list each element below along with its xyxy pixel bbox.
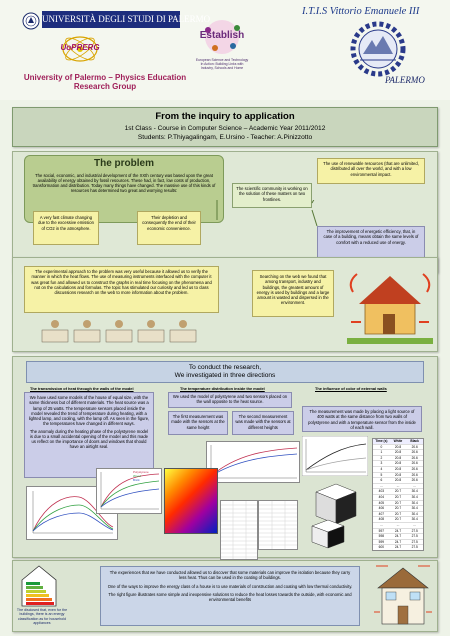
- table-row: [373, 477, 423, 483]
- approach-text: The experimental approach to the problem was very useful because it allowed us to verify the manner in which the heat flows. The use of measuring instruments interfaced with the computer it was great fun and allowed us to construct the graphs in real time focusing on the phenomena and not on the calculations and formulas. The topic has stimulated our curiosity and led us to class discussions research on the web to more information about the problem.: [24, 266, 219, 313]
- students-line: Students: P.Thiyagalingam, E.Ursino - Teacher: A.Pinizzotto: [137, 134, 313, 142]
- table-cell: 27.5: [411, 534, 418, 539]
- table-cell: ...: [396, 522, 400, 527]
- uoprerg-label: UoPRERG: [60, 43, 100, 52]
- table-cell: 3: [380, 461, 383, 466]
- table-cell: 20.7: [394, 506, 402, 511]
- table-cell: 30.4: [411, 494, 418, 499]
- energy-class-icon: [18, 562, 60, 608]
- group-name: [20, 73, 190, 91]
- table-cell: ...: [380, 483, 383, 488]
- table-cell: 24.7: [394, 534, 402, 539]
- table-cell: 20.6: [411, 455, 418, 460]
- anomaly-text: The anomaly during the heating phase of the polystyrene model is due to a small accidental opening of the model and this made us reflect on the importance of doors and windows that should have an airtight seal.: [29, 428, 149, 450]
- poster-title: From the inquiry to application: [155, 111, 295, 122]
- table-row: [373, 539, 423, 545]
- table-cell: 30.4: [411, 500, 418, 505]
- table-cell: 20.6: [411, 444, 418, 449]
- establish-label: Establish: [199, 30, 245, 41]
- table-cell: 20.8: [394, 450, 402, 455]
- models-text: We have used some models of the house of equal size, with the same thickness but of different materials. The heat source was a lamp of 25 watts. The temperature sensors placed inside the model revealed the trend of temperature during heating, with a lighted lamp, and cooling, with the lamp off. As seen in the figure, the temperatures have changed in different ways.: [28, 395, 150, 427]
- table-row: [373, 522, 423, 528]
- conclusion-box: [100, 566, 360, 626]
- table-row: [373, 511, 423, 517]
- models-box: [24, 392, 154, 478]
- table-cell: 600: [378, 545, 384, 550]
- table-cell: 20.7: [394, 517, 402, 522]
- unipa-banner: [42, 11, 211, 28]
- header-time: Time (s): [375, 439, 388, 443]
- students-illustration: [40, 316, 200, 346]
- table-cell: ...: [380, 522, 383, 527]
- thermal-image: [164, 468, 218, 534]
- table-cell: 0: [380, 444, 383, 449]
- header: [0, 0, 450, 100]
- sensor-table-left: [220, 500, 258, 560]
- direction-2: The temperature distribution inside the model: [180, 386, 265, 391]
- direction-1: The transmission of heat through the walls of the model: [30, 386, 134, 391]
- research-intro-1: To conduct the research,: [188, 364, 262, 371]
- renewable-box: The use of renewable resources (that are unlimited, distributed all over the world, and with a low environmental impact.: [317, 158, 425, 184]
- table-cell: 20.8: [394, 478, 402, 483]
- color-test-box: The measurement was made by placing a light source of 400 watts at the same distance from two walls of polystyrene and with a temperature sensor from the inside of each wall.: [302, 406, 422, 432]
- table-cell: 20.8: [394, 455, 402, 460]
- uoprerg-logo: [58, 33, 102, 69]
- unipa-title: UNIVERSITÀ DEGLI STUDI DI PALERMO: [42, 14, 211, 24]
- table-cell: 30.4: [411, 489, 418, 494]
- table-cell: 30.4: [411, 517, 418, 522]
- first-measure-box: The first measurement was made with the sensors at the same height: [168, 411, 228, 435]
- table-cell: 20.6: [411, 478, 418, 483]
- table-cell: 20.8: [394, 444, 402, 449]
- table-row: [373, 472, 423, 478]
- table-cell: 597: [378, 528, 384, 533]
- gear-icon: [345, 20, 411, 78]
- table-cell: 20.8: [394, 461, 402, 466]
- table-cell: 404: [378, 494, 384, 499]
- table-cell: 403: [378, 489, 384, 494]
- climate-box: A very fast climate changing due to the excessive emission of CO2 in the atmosphere.: [33, 211, 99, 245]
- table-cell: 20.8: [394, 472, 402, 477]
- legend-polystyrene: Polystyrene: [133, 470, 149, 474]
- table-cell: 24.7: [394, 528, 402, 533]
- conclusion-p3: The right figure illustrates some simple and inexpensive solutions to reduce the heat losses towards the outside, with economic and environmental benefits: [108, 591, 352, 602]
- color-table: [372, 438, 424, 551]
- problem-arrows: [95, 200, 325, 260]
- color-chart: [302, 436, 368, 476]
- chart-legend: [133, 471, 149, 483]
- table-cell: 30.4: [411, 511, 418, 516]
- sensor-table-right: [258, 500, 298, 550]
- table-row: [373, 488, 423, 494]
- table-row: [373, 483, 423, 489]
- table-cell: 20.7: [394, 511, 402, 516]
- establish-caption: European Science and Technology In Action: Building Links with Industry, Schools and Home: [195, 58, 249, 71]
- legend-wood: Wood: [133, 473, 141, 478]
- color-table-header: [373, 439, 423, 444]
- table-cell: 408: [378, 517, 384, 522]
- sensors-box: We used the model of polystyrene and two sensors placed on the wall opposite to the heat source.: [168, 392, 292, 408]
- table-row: [373, 460, 423, 466]
- table-cell: 407: [378, 511, 384, 516]
- header-black: Black: [410, 439, 419, 443]
- color-table-body: [373, 444, 423, 550]
- school-city: PALERMO: [385, 75, 425, 85]
- header-white: White: [393, 439, 403, 443]
- table-row: [373, 516, 423, 522]
- group-line-1: University of Palermo – Physics Education: [23, 73, 187, 82]
- depletion-box: Their depletion and consequently the end of their economic convenience.: [137, 211, 201, 245]
- table-cell: 30.4: [411, 506, 418, 511]
- table-cell: 1: [380, 450, 383, 455]
- searching-box: Searching on the web we found that among transport, industry and buildings, the greatest amount of energy is used by buildings and a large amount is wasted and dispersed in the environment.: [252, 270, 334, 317]
- efficiency-box: The improvement of energetic efficiency, that, in case of a building, means obtain the same levels of comfort with a reduced use of energy.: [317, 226, 425, 258]
- legend-brick: Brick: [133, 477, 140, 482]
- table-cell: 24.7: [394, 539, 402, 544]
- table-cell: 27.5: [411, 539, 418, 544]
- table-cell: 4: [380, 466, 383, 471]
- table-cell: 27.5: [411, 545, 418, 550]
- table-cell: 20.7: [394, 494, 402, 499]
- table-cell: 598: [378, 534, 384, 539]
- table-cell: ...: [413, 522, 417, 527]
- table-cell: 2: [380, 455, 383, 460]
- community-box: The scientific community is working on the solution of these matters on two frontlines.: [232, 183, 312, 208]
- table-cell: 20.7: [394, 489, 402, 494]
- direction-3: The influence of color of external walls: [315, 386, 387, 391]
- table-cell: 20.6: [411, 461, 418, 466]
- school-title: I.T.I.S Vittorio Emanuele III: [302, 6, 420, 17]
- table-row: [373, 444, 423, 450]
- energy-caption: The disclosed that, even for the buildings, there is an energy classification as for household appliances: [16, 608, 68, 625]
- table-cell: 20.6: [411, 472, 418, 477]
- table-row: [373, 466, 423, 472]
- table-cell: 599: [378, 539, 384, 544]
- table-cell: ...: [396, 483, 400, 488]
- table-row: [373, 455, 423, 461]
- table-row: [373, 533, 423, 539]
- title-block: [12, 107, 438, 147]
- table-cell: 20.6: [411, 450, 418, 455]
- establish-logo: [193, 18, 251, 88]
- research-intro: [26, 361, 424, 383]
- group-line-2: Research Group: [73, 82, 137, 92]
- unipa-seal-icon: [22, 11, 40, 31]
- table-cell: 6: [380, 478, 383, 483]
- conclusion-p2: One of the ways to improve the energy class of a house is to use materials of construction and coating with low thermal conductivity.: [107, 583, 353, 589]
- problem-text: The social, economic, and industrial development of the XXth century was based upon the great availability of energy obtained by fossil resources. These had, in fact, low costs of production, transformation and distribution. Today many things have changed. The massive use of this kinds of resources has determined two great and worrying results:: [32, 172, 216, 194]
- table-row: [373, 505, 423, 511]
- house-energy-illustration: [345, 262, 435, 347]
- table-row: [373, 500, 423, 506]
- research-intro-2: We investigated in three directions: [174, 372, 276, 380]
- table-row: [373, 528, 423, 534]
- table-cell: 24.7: [394, 545, 402, 550]
- second-measure-box: The second measurement was made with the sensors at different heights: [232, 411, 294, 435]
- table-cell: 20.7: [394, 500, 402, 505]
- table-cell: 20.6: [411, 466, 418, 471]
- table-cell: 27.5: [411, 528, 418, 533]
- table-cell: 20.8: [394, 466, 402, 471]
- conclusion-p1: The experiences that we have conducted allowed us to discover that some materials can improve the isolation because they carry less heat. Thus can be used in the coating of buildings.: [109, 570, 351, 581]
- table-cell: 5: [380, 472, 383, 477]
- table-cell: 406: [378, 506, 384, 511]
- table-row: [373, 449, 423, 455]
- table-cell: ...: [413, 483, 417, 488]
- cube-models: [302, 480, 368, 552]
- table-row: [373, 544, 423, 550]
- problem-heading: The problem: [93, 158, 154, 169]
- table-cell: 405: [378, 500, 384, 505]
- insulation-house-diagram: [372, 562, 434, 628]
- course-line: 1st Class - Course in Computer Science – Academic Year 2011/2012: [124, 124, 326, 132]
- table-row: [373, 494, 423, 500]
- distribution-chart: [206, 441, 300, 483]
- heating-chart: [96, 468, 162, 514]
